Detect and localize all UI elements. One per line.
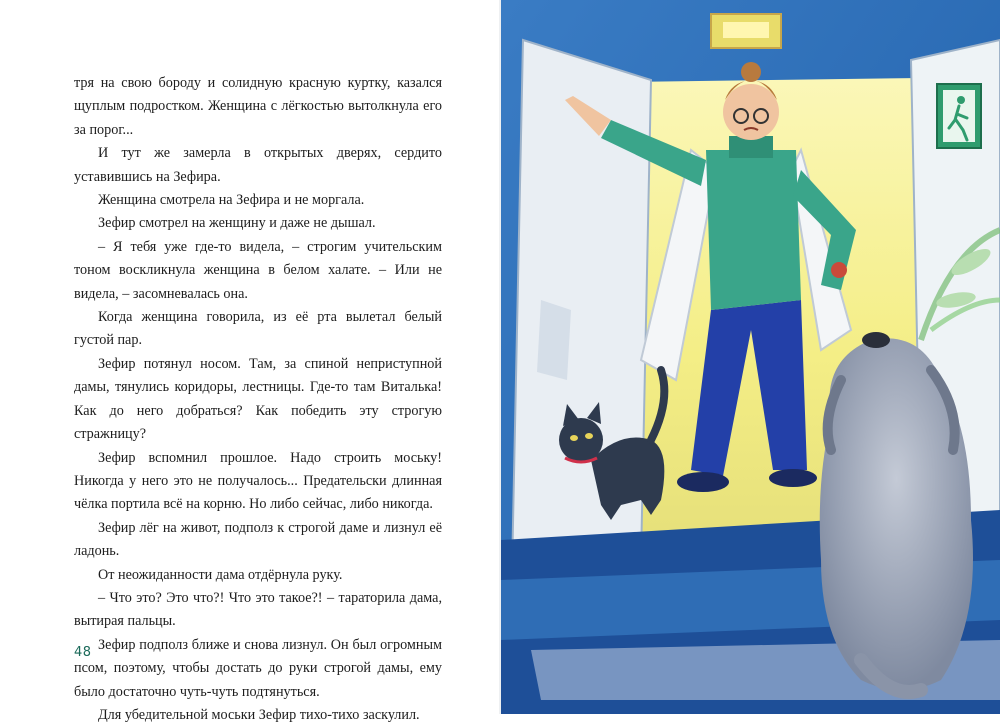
door-handle-plate (537, 300, 571, 380)
illustration-page (501, 0, 1000, 714)
wristwatch (831, 262, 847, 278)
paragraph: От неожиданности дама отдёрнула руку. (98, 566, 343, 583)
paragraph: Зефир лёг на живот, подполз к строгой даме и лизнул её ладонь. (74, 519, 442, 560)
cat-eye-right (585, 433, 593, 439)
cat-eye-left (570, 435, 578, 441)
page-number: 48 (74, 645, 92, 660)
paragraph: Для убедительной моськи Зефир тихо-тихо заскулил. (98, 706, 420, 723)
hair-bun (741, 62, 761, 82)
paragraph: Зефир вспомнил прошлое. Надо строить моську! Никогда у него это не получалось... Предательски длинная чёлка портила всё на корню. Но либо сейчас, либо никогда. (74, 449, 442, 513)
ceiling-lamp (711, 14, 781, 48)
green-sweater (706, 150, 801, 310)
illustration (501, 0, 1000, 714)
paragraph: Зефир подполз ближе и снова лизнул. Он был огромным псом, поэтому, чтобы достать до руки строгой дамы, ему было достаточно чуть-чуть подтянуться. (74, 636, 442, 700)
paragraph: тря на свою бороду и солидную красную куртку, казался щуплым подростком. Женщина с лёгкостью вытолкнула его за порог... (74, 75, 442, 138)
paragraph: – Что это? Это что?! Что это такое?! – тараторила дама, вытирая пальцы. (74, 589, 442, 630)
paragraph: И тут же замерла в открытых дверях, сердито уставившись на Зефира. (74, 145, 442, 185)
paragraph: Зефир потянул носом. Там, за спиной неприступной дамы, тянулись коридоры, лестницы. Где-то там Виталька! Как до него добраться? Как победить эту строгую стражницу? (74, 355, 442, 443)
paragraph: Когда женщина говорила, из её рта вылетал белый густой пар. (74, 309, 442, 349)
story-text (74, 72, 442, 727)
exit-sign-icon (937, 84, 981, 148)
shoe-left (677, 472, 729, 492)
paragraph: – Я тебя уже где-то видела, – строгим учительским тоном воскликнула женщина в белом халате. – Или не видела, – засомневалась она. (74, 238, 442, 302)
left-page (0, 0, 499, 723)
dog-nose (862, 332, 890, 348)
head (723, 84, 779, 140)
shoe-right (769, 469, 817, 487)
paragraph: Женщина смотрела на Зефира и не моргала. (98, 192, 365, 209)
paragraph: Зефир смотрел на женщину и даже не дышал. (98, 215, 376, 232)
